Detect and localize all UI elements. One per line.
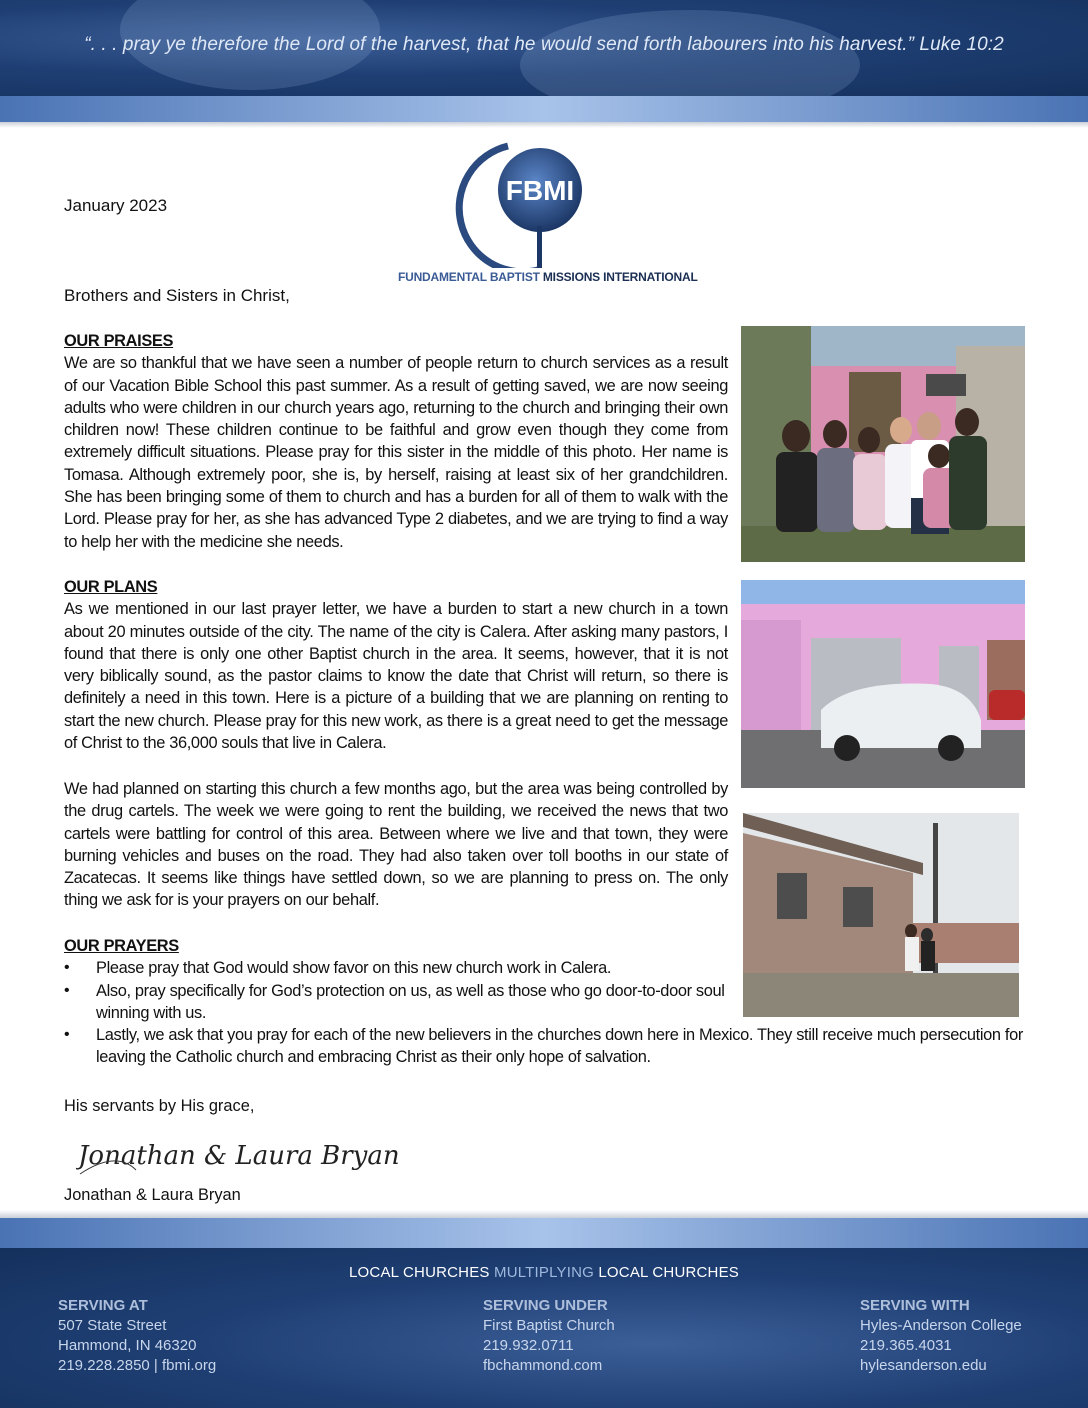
plans-section bbox=[64, 576, 728, 754]
footer-heading: SERVING AT bbox=[58, 1297, 148, 1314]
street-photo bbox=[743, 813, 1019, 1017]
tagline-part: LOCAL CHURCHES bbox=[598, 1264, 739, 1281]
plans-heading: OUR PLANS bbox=[64, 578, 158, 596]
footer-tagline bbox=[0, 1264, 1088, 1281]
footer-line: First Baptist Church bbox=[483, 1317, 615, 1334]
list-item: • Also, pray specifically for God’s protection on us, as well as those who go door-to-door soul winning with us. bbox=[64, 980, 728, 1025]
footer-line: 219.228.2850 | fbmi.org bbox=[58, 1357, 217, 1374]
tagline-part: LOCAL CHURCHES bbox=[349, 1264, 494, 1281]
fbmi-logo bbox=[398, 138, 698, 288]
letter-greeting: Brothers and Sisters in Christ, bbox=[64, 286, 290, 305]
praises-text: We are so thankful that we have seen a number of people return to church services as a result of our Vacation Bible School this past summer. As a result of getting saved, we are now seeing adults who were children in our church years ago, returning to the church and bringing their own children now! These children continue to be faithful and grow even though they come from extremely difficult situations. Please pray for this sister in the middle of this photo. Her name is Tomasa. Although extremely poor, she is, by herself, raising at least six of her grandchildren. She has been bringing some of them to church and has a burden for all of them to walk with the Lord. Please pray for her, as she has advanced Type 2 diabetes, and we are trying to find a way to help her with the medicine she needs. bbox=[64, 354, 728, 551]
praises-section bbox=[64, 330, 728, 553]
footer-line: 219.365.4031 bbox=[860, 1337, 952, 1354]
footer-line: Hyles-Anderson College bbox=[860, 1317, 1022, 1334]
building-photo bbox=[741, 580, 1025, 788]
footer-serving-with bbox=[860, 1296, 1022, 1376]
header-banner bbox=[0, 0, 1088, 96]
letter-closing: His servants by His grace, bbox=[64, 1097, 255, 1115]
footer-divider-shadow bbox=[0, 1210, 1088, 1218]
footer-line: 507 State Street bbox=[58, 1317, 167, 1334]
plans-text-1: As we mentioned in our last prayer letter, we have a burden to start a new church in a town about 20 minutes outside of the city. The name of the city is Calera. After asking many pastors, I found that there is only one other Baptist church in the area. It seems, however, that it is not very biblically sound, as the pastor claims to know the date that Christ will return, so there is definitely a need in this town. Here is a picture of a building that we are planning on renting to start the new church. Please pray for this new work, as there is a great need to get the message of Christ to the 36,000 souls that live in Calera. bbox=[64, 600, 728, 753]
header-divider-shadow bbox=[0, 122, 1088, 128]
footer-line: Hammond, IN 46320 bbox=[58, 1337, 197, 1354]
world-map-decoration bbox=[0, 1388, 380, 1408]
handwritten-signature bbox=[76, 1130, 416, 1180]
logo-name-part2: MISSIONS INTERNATIONAL bbox=[542, 270, 698, 284]
logo-name-part1: FUNDAMENTAL BAPTIST bbox=[398, 270, 540, 284]
plans-section-continued bbox=[64, 778, 728, 912]
footer-divider-band bbox=[0, 1218, 1088, 1248]
praises-heading: OUR PRAISES bbox=[64, 332, 174, 350]
header-scripture-quote: “. . . pray ye therefore the Lord of the harvest, that he would send forth labourers into his harvest.” Luke 10:2 bbox=[84, 34, 1004, 55]
footer-heading: SERVING UNDER bbox=[483, 1297, 608, 1314]
footer-line: hylesanderson.edu bbox=[860, 1357, 987, 1374]
footer-serving-at bbox=[58, 1296, 216, 1376]
footer bbox=[0, 1248, 1088, 1408]
list-item: • Please pray that God would show favor on this new church work in Calera. bbox=[64, 957, 728, 979]
svg-text:FBMI: FBMI bbox=[505, 175, 575, 206]
footer-heading: SERVING WITH bbox=[860, 1297, 970, 1314]
svg-text:Jonathan & Laura Bryan: Jonathan & Laura Bryan bbox=[78, 1141, 400, 1171]
footer-serving-under bbox=[483, 1296, 615, 1376]
letter-date: January 2023 bbox=[64, 196, 168, 215]
list-item: • Lastly, we ask that you pray for each of the new believers in the churches down here in Mexico. They still receive much persecution for leaving the Catholic church and embracing Christ as their only hope of salvation. bbox=[64, 1024, 1028, 1069]
fbmi-logo-text bbox=[398, 270, 698, 284]
plans-text-2: We had planned on starting this church a few months ago, but the area was being controlled by the drug cartels. The week we were going to rent the building, we received the news that two cartels were battling for control of this area. Between where we live and that town, they were burning vehicles and buses on the road. They had also taken over toll booths in our state of Zacatecas. It seems like things have settled down, so we are planning to press on. The only thing we ask for is your prayers on our behalf. bbox=[64, 780, 728, 910]
tagline-part: MULTIPLYING bbox=[494, 1264, 599, 1281]
header-divider-band bbox=[0, 96, 1088, 122]
prayers-heading: OUR PRAYERS bbox=[64, 937, 179, 955]
footer-line: 219.932.0711 bbox=[483, 1337, 574, 1354]
footer-line: fbchammond.com bbox=[483, 1357, 603, 1374]
fbmi-globe-icon bbox=[398, 138, 690, 268]
signer-name: Jonathan & Laura Bryan bbox=[64, 1186, 241, 1204]
group-photo bbox=[741, 326, 1025, 562]
